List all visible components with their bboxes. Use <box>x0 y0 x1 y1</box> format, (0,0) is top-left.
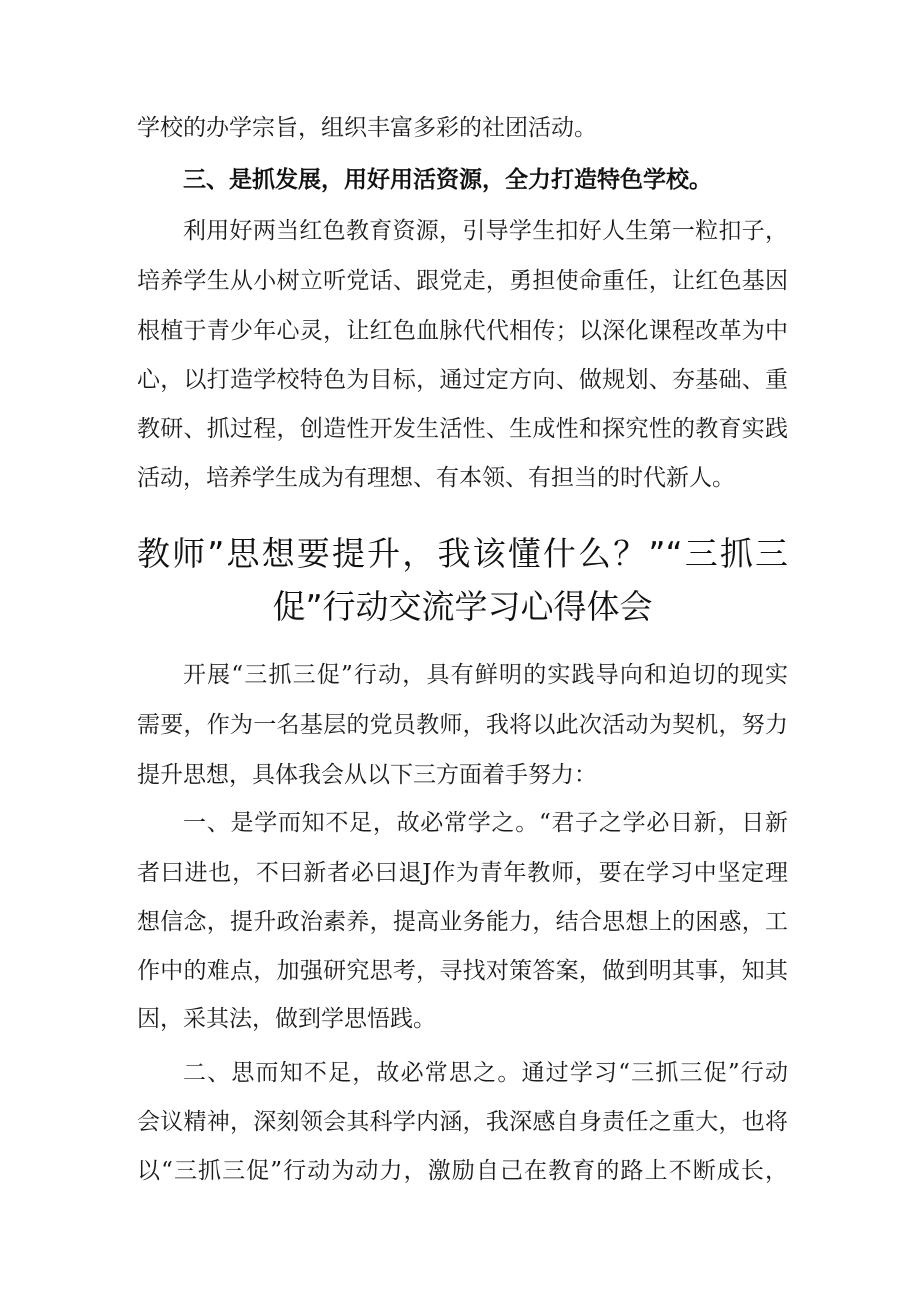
paragraph-line: 作中的难点，加强研究思考，寻找对策答案，做到明其事，知其 <box>137 958 788 984</box>
page-title: 促”行动交流学习心得体会 <box>272 587 653 626</box>
paragraph-line: 者曰进也，不曰新者必曰退J作为青年教师，要在学习中坚定理 <box>137 860 788 886</box>
paragraph-line: 活动，培养学生成为有理想、有本领、有担当的时代新人。 <box>137 465 735 491</box>
paragraph-line: 心，以打造学校特色为目标，通过定方向、做规划、夯基础、重 <box>137 367 788 393</box>
paragraph-line: 以“三抓三促”行动为动力，激励自己在教育的路上不断成长， <box>137 1158 788 1184</box>
page-title: 教师”思想要提升，我该懂什么？”“三抓三 <box>137 534 788 573</box>
paragraph-line: 想信念，提升政治素养，提高业务能力，结合思想上的困惑，工 <box>137 909 788 935</box>
paragraph-line: 需要，作为一名基层的党员教师，我将以此次活动为契机，努力 <box>137 712 788 738</box>
paragraph-line: 会议精神，深刻领会其科学内涵，我深感自身责任之重大，也将 <box>137 1109 788 1135</box>
paragraph-line: 利用好两当红色教育资源，引导学生扣好人生第一粒扣子， <box>183 218 788 244</box>
paragraph-line: 培养学生从小树立听党话、跟党走，勇担使命重任，让红色基因 <box>137 268 788 294</box>
paragraph-line: 因，采其法，做到学思悟践。 <box>137 1006 436 1032</box>
section-heading: 三、是抓发展，用好用活资源，全力打造特色学校。 <box>183 167 712 193</box>
paragraph-line: 根植于青少年心灵，让红色血脉代代相传；以深化课程改革为中 <box>137 318 788 344</box>
paragraph-line: 二、思而知不足，故必常思之。通过学习“三抓三促”行动 <box>183 1060 788 1086</box>
paragraph-line: 教研、抓过程，创造性开发生活性、生成性和探究性的教育实践 <box>137 416 788 442</box>
paragraph-line: 提升思想，具体我会从以下三方面着手努力： <box>137 762 597 788</box>
paragraph-line: 学校的办学宗旨，组织丰富多彩的社团活动。 <box>137 115 597 141</box>
paragraph-line: 开展“三抓三促”行动，具有鲜明的实践导向和迫切的现实 <box>183 662 788 688</box>
paragraph-line: 一、是学而知不足，故必常学之。“君子之学必日新，日新 <box>183 810 788 836</box>
